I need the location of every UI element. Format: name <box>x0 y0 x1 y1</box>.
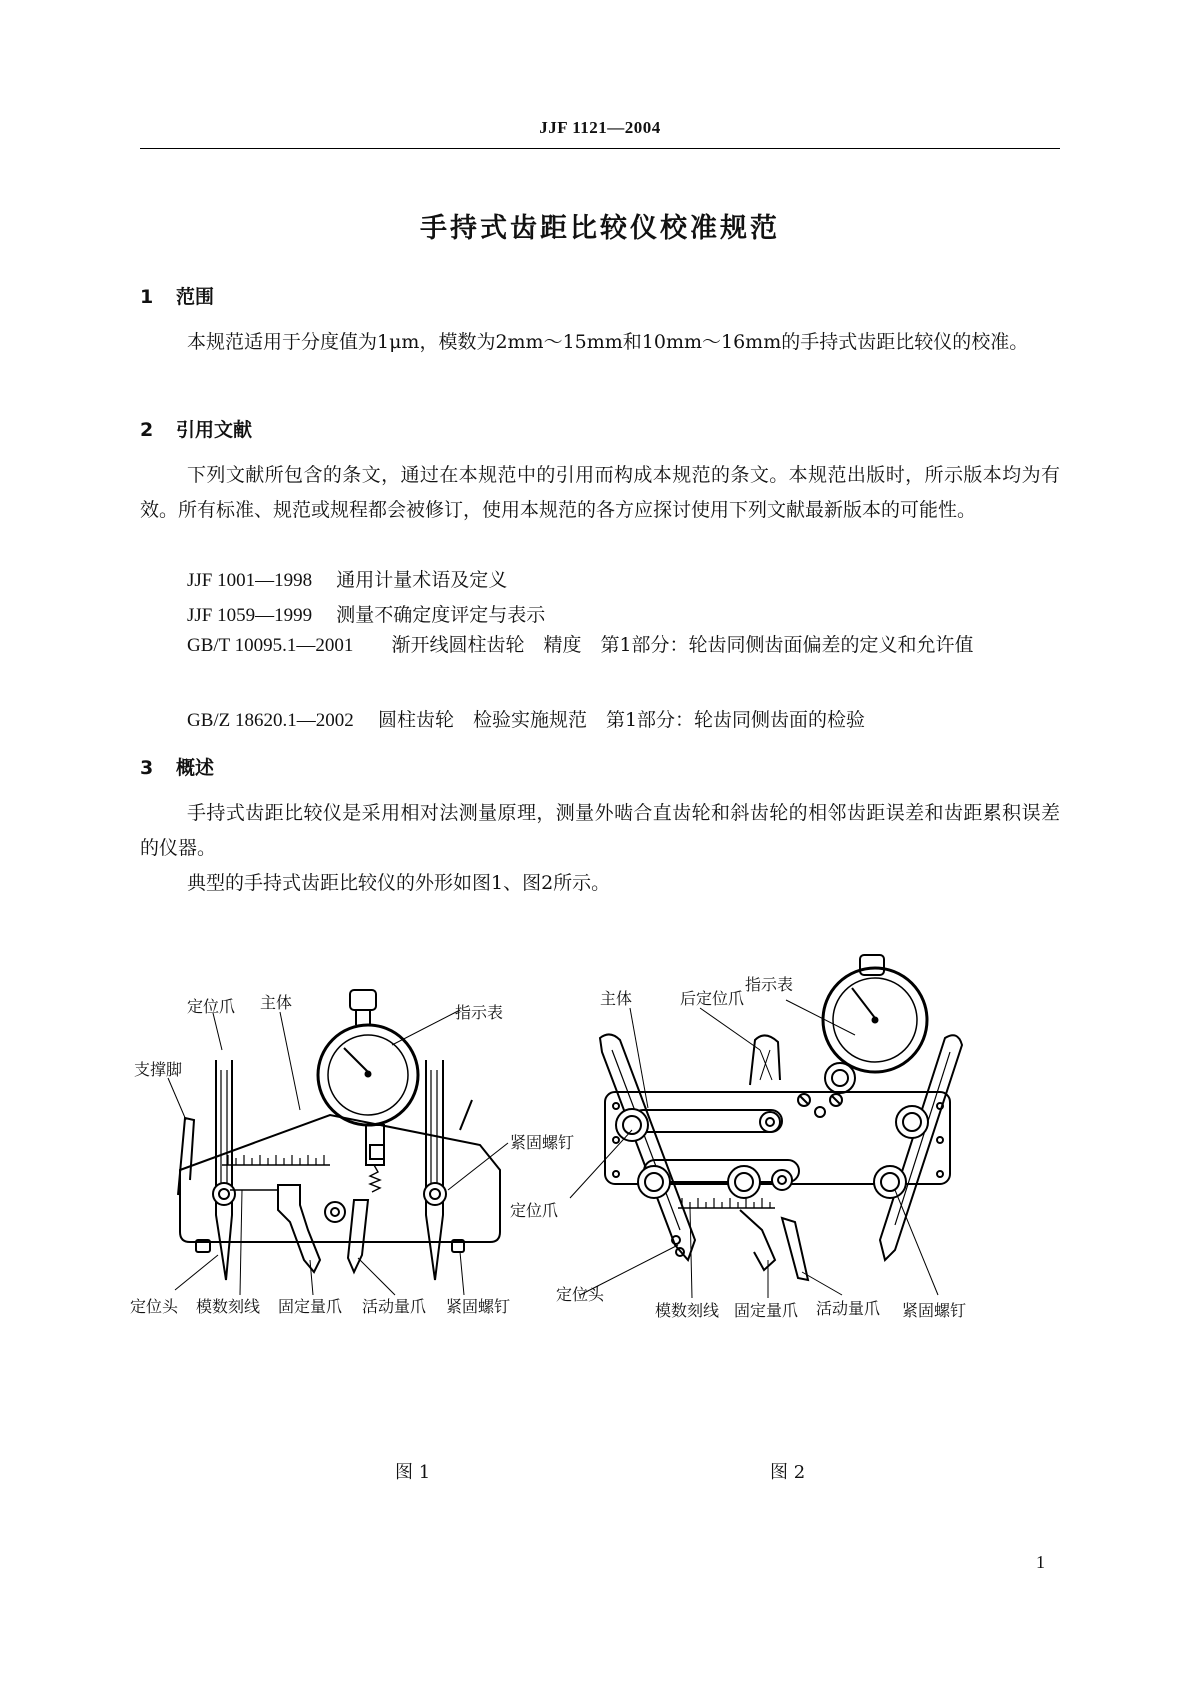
section-2-paragraph: 下列文献所包含的条文，通过在本规范中的引用而构成本规范的条文。本规范出版时，所示版本均为有效。所有标准、规范或规程都会被修订，使用本规范的各方应探讨使用下列文献最新版本的可能性。 <box>140 464 1060 521</box>
document-header: JJF 1121—2004 <box>539 118 661 137</box>
page-title: 手持式齿距比较仪校准规范 <box>420 213 780 244</box>
figure-1-drawing <box>130 990 575 1370</box>
label-locating-head: 定位头 <box>556 1285 605 1304</box>
label-locating-claw: 定位爪 <box>187 997 236 1016</box>
label-indicator: 指示表 <box>455 1003 504 1022</box>
label-set-screw-right: 紧固螺钉 <box>510 1133 575 1152</box>
label-module-scale: 模数刻线 <box>196 1297 261 1316</box>
reference-code: JJF 1001—1998 <box>187 570 313 591</box>
section-3-paragraph-1: 手持式齿距比较仪是采用相对法测量原理，测量外啮合直齿轮和斜齿轮的相邻齿距误差和齿距累积误差的仪器。 <box>140 802 1060 859</box>
label-fixed-claw: 固定量爪 <box>278 1297 343 1316</box>
section-number: 3 <box>140 757 154 779</box>
figure-2-drawing <box>510 960 1020 1360</box>
figure-2-caption: 图 2 <box>770 1462 806 1483</box>
section-number: 2 <box>140 419 154 441</box>
fixed-claw-shape <box>740 1210 775 1270</box>
reference-title: 渐开线圆柱齿轮 精度 第1部分：轮齿同侧齿面偏差的定义和允许值 <box>391 634 974 656</box>
figure-1-caption: 图 1 <box>395 1462 431 1483</box>
reference-code: JJF 1059—1999 <box>187 605 313 626</box>
rear-claw-shape <box>750 1035 780 1085</box>
label-indicator: 指示表 <box>745 975 794 994</box>
label-support-foot: 支撑脚 <box>134 1060 183 1079</box>
section-title: 范围 <box>176 286 215 308</box>
label-movable-claw: 活动量爪 <box>362 1297 427 1316</box>
section-title: 引用文献 <box>176 419 253 441</box>
section-1-heading <box>140 282 214 309</box>
reference-item <box>187 565 507 592</box>
section-3-heading <box>140 753 214 780</box>
left-claw-shape <box>600 1034 695 1260</box>
section-title: 概述 <box>176 757 215 779</box>
label-movable-claw: 活动量爪 <box>816 1299 881 1318</box>
reference-code: GB/Z 18620.1—2002 <box>187 710 354 731</box>
right-claw-shape <box>426 1060 443 1280</box>
label-module-scale: 模数刻线 <box>655 1301 720 1320</box>
label-rear-locating-claw: 后定位爪 <box>680 989 745 1008</box>
reference-title: 测量不确定度评定与表示 <box>336 604 546 626</box>
label-locating-head: 定位头 <box>130 1297 179 1316</box>
label-main-body: 主体 <box>260 993 293 1012</box>
reference-item <box>187 705 865 732</box>
figure-2 <box>510 960 1020 1364</box>
label-fixed-claw: 固定量爪 <box>734 1301 799 1320</box>
reference-item-wrapped <box>140 628 1060 663</box>
label-locating-claw: 定位爪 <box>510 1201 559 1220</box>
reference-code: GB/T 10095.1—2001 <box>187 635 354 656</box>
fixed-claw-shape <box>278 1185 320 1272</box>
reference-title: 通用计量术语及定义 <box>336 569 508 591</box>
reference-item <box>187 600 545 627</box>
reference-title: 圆柱齿轮 检验实施规范 第1部分：轮齿同侧齿面的检验 <box>377 709 866 731</box>
header-rule <box>140 148 1060 149</box>
label-set-screw-bottom: 紧固螺钉 <box>446 1297 511 1316</box>
label-set-screw: 紧固螺钉 <box>902 1301 967 1320</box>
section-number: 1 <box>140 286 154 308</box>
left-claw-shape <box>216 1060 232 1280</box>
section-1-paragraph: 本规范适用于分度值为1μm，模数为2mm～15mm和10mm～16mm的手持式齿距比较仪的校准。 <box>187 331 1029 353</box>
movable-claw-shape <box>782 1218 808 1280</box>
label-main-body: 主体 <box>600 989 633 1008</box>
section-2-heading <box>140 415 252 442</box>
page-number: 1 <box>1036 1552 1045 1572</box>
main-body-shape <box>180 1115 500 1242</box>
section-3-paragraph-2: 典型的手持式齿距比较仪的外形如图1、图2所示。 <box>187 872 611 894</box>
movable-claw-shape <box>348 1200 368 1272</box>
figure-1 <box>130 990 575 1374</box>
